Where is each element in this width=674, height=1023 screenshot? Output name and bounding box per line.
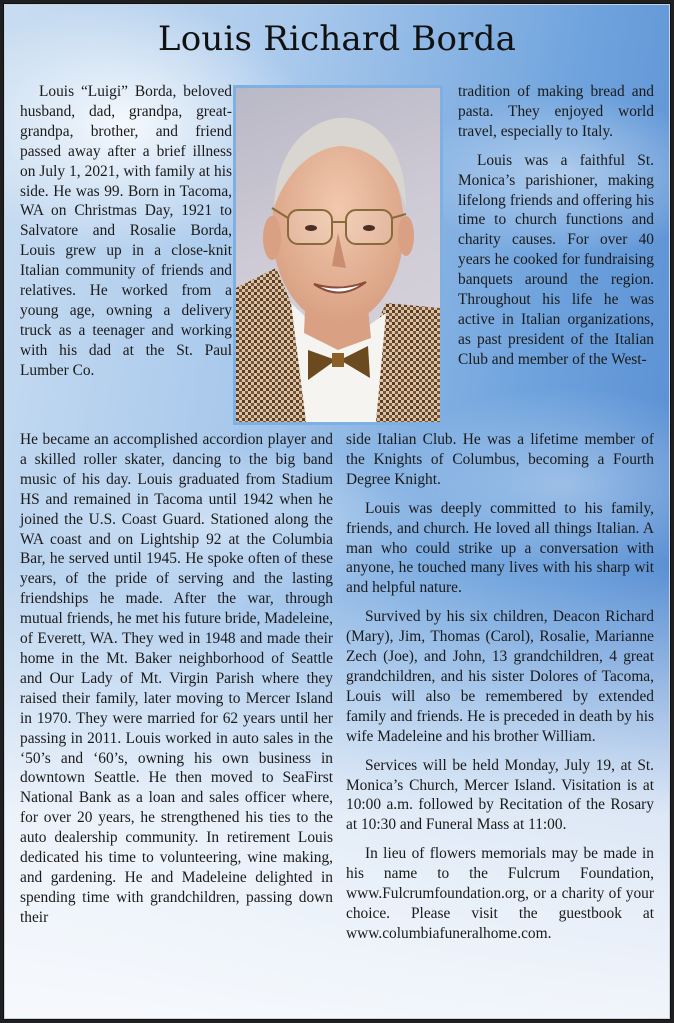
- portrait-photo: [233, 85, 443, 425]
- left-column-top: [20, 82, 232, 381]
- obituary-paragraph: Survived by his six children, Deacon Richard (Mary), Jim, Thomas (Carol), Rosalie, Marianne Zech (Joe), and John, 13 grandchildren, 4 great grandchildren, and his sister Dolores of Tacoma, Louis will also be remembered by extended family and friends. He is preceded in death by his wife Madeleine and his brother William.: [346, 608, 654, 745]
- memorials-paragraph: In lieu of flowers memorials may be made in his name to the Fulcrum Foundation, www.Fulcrumfoundation.org, or a charity of your choice. Please visit the guestbook at www.columbiafuneralhome.com.: [346, 845, 654, 942]
- obituary-paragraph: Louis “Luigi” Borda, beloved husband, dad, grandpa, great-grandpa, brother, and friend passed away after a brief illness on July 1, 2021, with family at his side. He was 99. Born in Tacoma, WA on Christmas Day, 1921 to Salvatore and Rosalie Borda, Louis grew up in a close-knit Italian community of friends and relatives. He worked from a young age, owning a delivery truck as a teenager and working with his dad at the St. Paul Lumber Co.: [20, 83, 232, 379]
- obituary-panel: [4, 4, 670, 1019]
- services-paragraph: Services will be held Monday, July 19, at St. Monica’s Church, Mercer Island. Visitation is at 10:00 a.m. followed by Recitation of the Rosary at 10:30 and Funeral Mass at 11:00.: [346, 756, 654, 834]
- portrait-illustration-icon: [236, 88, 440, 422]
- obituary-paragraph: Louis was a faithful St. Monica’s parishioner, making lifelong friends and offering his time to church functions and charity causes. For over 40 years he cooked for fundraising banquets around the region. Throughout his life he was active in Italian organizations, as past president of the Italian Club and member of the West-: [458, 151, 654, 368]
- obituary-paragraph: He became an accomplished accordion player and a skilled roller skater, dancing to the big band music of his day. Louis graduated from Stadium HS and remained in Tacoma until 1942 when he joined the U.S. Coast Guard. Stationed along the WA coast and on Lightship 92 at the Columbia Bar, he served until 1945. He spoke often of these years, of the pride of serving and the lasting friendships he made. After the war, through mutual friends, he met his future bride, Madeleine, of Everett, WA. They wed in 1948 and made their home in the Mt. Baker neighborhood of Seattle and Our Lady of Mt. Virgin Parish where they raised their family, later moving to Mercer Island in 1970. They were married for 62 years until her passing in 2011. Louis worked in auto sales in the ‘50’s and ‘60’s, owning his own business in downtown Seattle. He then moved to SeaFirst National Bank as a loan and sales officer where, for over 20 years, he strengthened his ties to the auto dealership community. In retirement Louis dedicated his time to volunteering, wine making, and gardening. He and Madeleine delighted in spending time with grandchildren, passing down their: [20, 431, 333, 926]
- obituary-paragraph: tradition of making bread and pasta. They enjoyed world travel, especially to Italy.: [458, 83, 654, 140]
- obituary-title: Louis Richard Borda: [157, 19, 517, 59]
- obituary-paragraph: side Italian Club. He was a lifetime member of the Knights of Columbus, becoming a Fourth Degree Knight.: [346, 431, 654, 488]
- obituary-paragraph: Louis was deeply committed to his family, friends, and church. He loved all things Italian. A man who could strike up a conversation with anyone, he touched many lives with his sharp wit and helpful nature.: [346, 499, 654, 597]
- right-column-top: [458, 82, 654, 370]
- right-column-bottom: [346, 430, 654, 944]
- left-column-bottom: [20, 430, 333, 928]
